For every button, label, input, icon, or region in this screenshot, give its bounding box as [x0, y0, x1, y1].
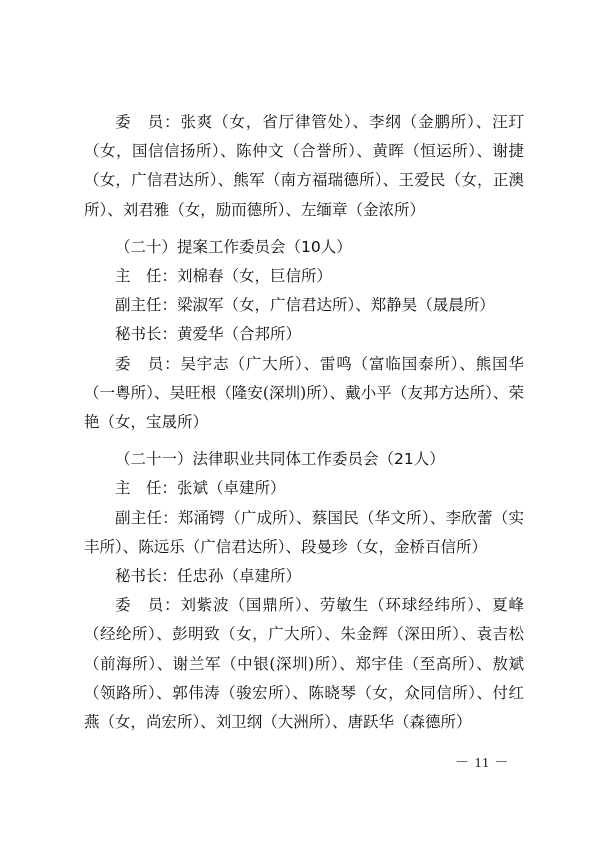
spacer: [84, 437, 524, 445]
section-21-deputy: 副主任：郑涌锷（广成所）、蔡国民（华文所）、李欣蕾（实丰所）、陈远乐（广信君达所）、段曼珍（女，金桥百信所）: [84, 508, 524, 556]
section-20-director: 主 任：刘棉春（女，巨信所）: [115, 267, 333, 286]
section-20-members: 委 员：吴宇志（广大所）、雷鸣（富临国泰所）、熊国华（一粤所）、吴旺根（隆安(深圳)所）、戴小平（友邦方达所）、荣艳（女，宝晟所）: [84, 354, 524, 432]
section-21-members: 委 员：刘紫波（国鼎所）、劳敏生（环球经纬所）、夏峰（经纶所）、彭明致（女，广大所）、朱金辉（深田所）、袁吉松（前海所）、谢兰军（中银(深圳)所）、郑宇佳（至高所）、敖斌（领路所）、郭伟涛（骏宏所）、陈晓琴（女，众同信所）、付红燕（女，尚宏所）、刘卫纲（大洲所）、唐跃华（森德所）: [84, 596, 524, 732]
section-20-deputy: 副主任：梁淑军（女，广信君达所）、郑静昊（晟晨所）: [115, 296, 495, 315]
section-21-director: 主 任：张斌（卓建所）: [115, 479, 286, 498]
spacer: [84, 225, 524, 233]
section-21-secretary: 秘书长：任忠孙（卓建所）: [115, 567, 302, 586]
document-body: [84, 108, 524, 737]
section-20-title: （二十）提案工作委员会（10人）: [115, 237, 352, 256]
page-number: － 11 －: [455, 756, 510, 771]
section-21-title: （二十一）法律职业共同体工作委员会（21人）: [115, 450, 445, 469]
members-paragraph-prev: 委 员：张爽（女，省厅律管处）、李纲（金鹏所）、汪玎（女，国信信扬所）、陈仲文（合誉所）、黄晖（恒运所）、谢捷（女，广信君达所）、熊军（南方福瑞德所）、王爱民（女，正澳所）、刘君雅（女，励而德所）、左缅章（金浓所）: [84, 113, 524, 219]
section-20-secretary: 秘书长：黄爱华（合邦所）: [115, 325, 302, 344]
